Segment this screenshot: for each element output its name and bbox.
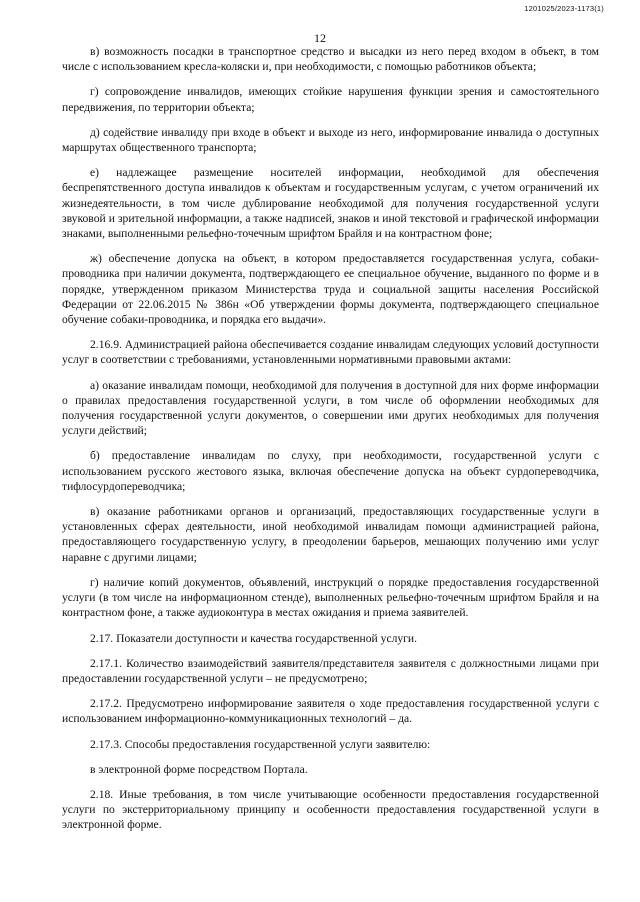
paragraph-2-17: 2.17. Показатели доступности и качества государственной услуги.: [90, 631, 418, 645]
paragraph-electronic-form: в электронной форме посредством Портала.: [90, 762, 308, 776]
paragraph-2-16-9: 2.16.9. Администрацией района обеспечивается создание инвалидам следующих условий доступности услуг в соответствии с требованиями, установленными нормативными правовыми актами:: [62, 338, 599, 367]
paragraph-2-17-1: 2.17.1. Количество взаимодействий заявителя/представителя заявителя с должностными лицами при предоставлении государственной услуги – не предусмотрено;: [62, 656, 599, 685]
paragraph-v-boarding: в) возможность посадки в транспортное средство и высадки из него перед входом в объект, в том числе с использованием кресла-коляски и, при необходимости, с помощью работников объекта;: [62, 45, 599, 74]
paragraph-g-documents: г) наличие копий документов, объявлений, инструкций о порядке предоставления государственной услуги (в том числе на информационном стенде), выполненных рельефно-точечным шрифтом Брайля и на контрастном фоне, а также аудиоконтура в местах ожидания и приема заявителей.: [62, 575, 599, 620]
paragraph-e-information: е) надлежащее размещение носителей информации, необходимой для обеспечения беспрепятственного доступа инвалидов к объектам и государственным услугам, с учетом ограничений их жизнедеятельности, в том числе дублирование необходимой для получения государственной услуги звуковой и зрительной информации, а также надписей, знаков и иной текстовой и графической информации знаками, выполненными рельефно-точечным шрифтом Брайля и на контрастном фоне;: [62, 166, 599, 241]
paragraph-2-17-3: 2.17.3. Способы предоставления государственной услуги заявителю:: [90, 737, 431, 751]
paragraph-g-escort: г) сопровождение инвалидов, имеющих стойкие нарушения функции зрения и самостоятельного передвижения, по территории объекта;: [62, 85, 599, 114]
document-id: 1201025/2023-1173(1): [524, 4, 604, 13]
paragraph-zh-guide-dog: ж) обеспечение допуска на объект, в котором предоставляется государственная услуга, собаки-проводника при наличии документа, подтверждающего ее специальное обучение, выданного по форме и в порядке, утвержденном приказом Министерства труда и социальной защиты населения Российской Федерации от 22.06.2015 № 386н «Об утверждении формы документа, подтверждающего специальное обучение собаки-проводника, и порядка его выдачи».: [62, 252, 599, 327]
page-number: 12: [314, 31, 326, 45]
paragraph-d-assistance: д) содействие инвалиду при входе в объект и выходе из него, информирование инвалида о доступных маршрутах общественного транспорта;: [62, 125, 599, 155]
paragraph-a-help: а) оказание инвалидам помощи, необходимой для получения в доступной для них форме информации о правилах предоставления государственной услуги, в том числе об оформлении необходимых для получения государственной услуги документов, о совершении ими других необходимых для получения услуги действий;: [62, 378, 599, 438]
paragraph-2-17-2: 2.17.2. Предусмотрено информирование заявителя о ходе предоставления государственной услуги с использованием информационно-коммуникационных технологий – да.: [62, 697, 599, 726]
document-body: [62, 44, 599, 833]
paragraph-b-sign-language: б) предоставление инвалидам по слуху, при необходимости, государственной услуги с использованием русского жестового языка, включая обеспечение допуска на объект сурдопереводчика, тифлосурдопереводчика;: [62, 449, 599, 493]
paragraph-v-staff-help: в) оказание работниками органов и организаций, предоставляющих государственные услуги в установленных сферах деятельности, иной необходимой инвалидам помощи администрацией района, предоставляющего государственную услугу, в преодолении барьеров, мешающих получению ими услуг наравне с другими лицами;: [62, 505, 599, 564]
paragraph-2-18: 2.18. Иные требования, в том числе учитывающие особенности предоставления государственной услуги по экстерриториальному принципу и особенности предоставления государственной услуги в электронной форме.: [62, 787, 599, 832]
